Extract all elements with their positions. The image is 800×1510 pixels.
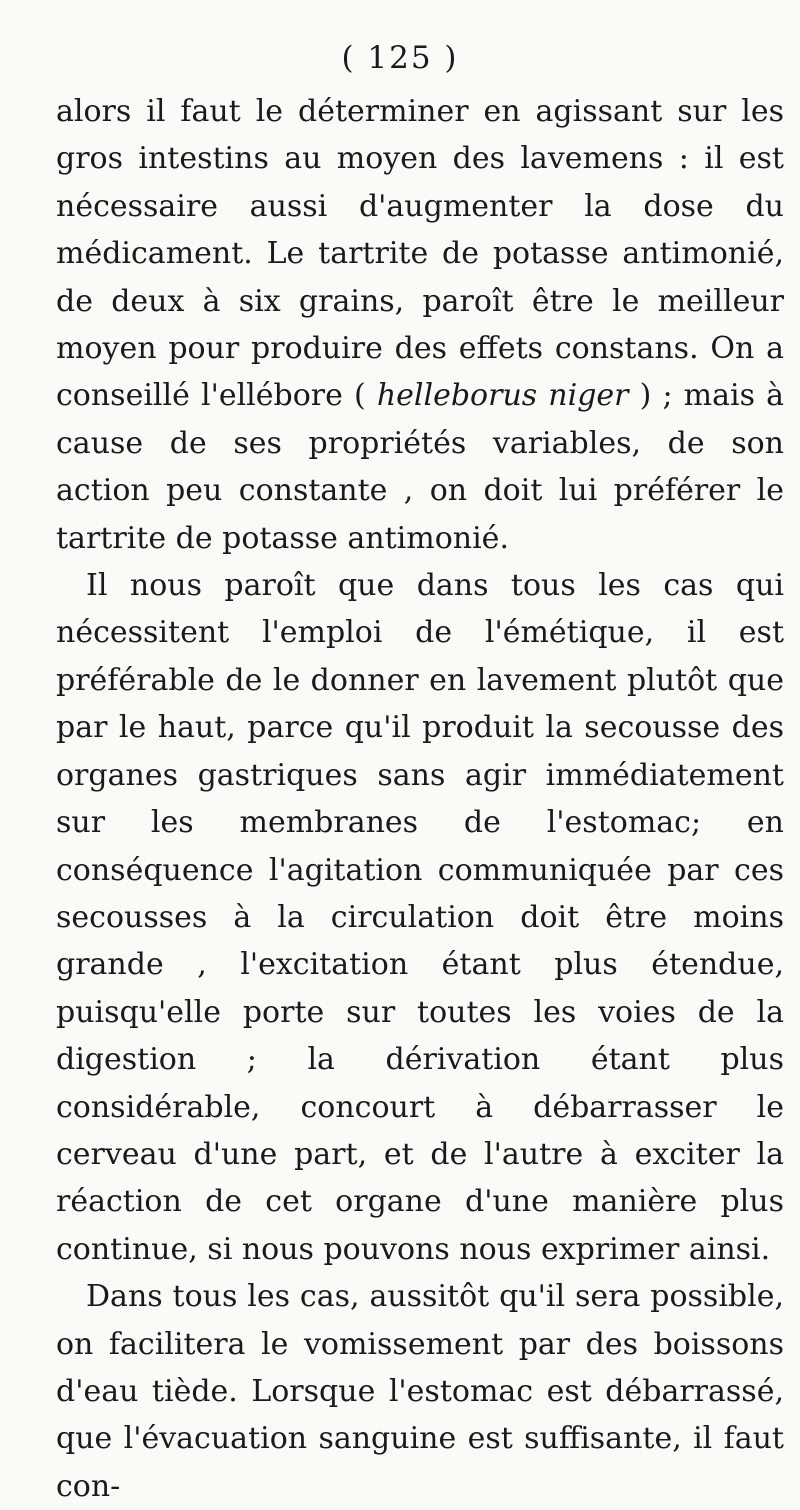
paragraph-1-text: alors il faut le déterminer en agissant sur les gros intestins au moyen des lavemens : il est nécessaire aussi d'augmenter la dose du médicament. Le tartrite de potasse antimonié, de deux à six grains, paroît être le meilleur moyen pour produire des effets constans. On a conseillé l'ellébore ( [56, 94, 784, 414]
paragraph-3: Dans tous les cas, aussitôt qu'il sera possible, on facilitera le vomissement par des boissons d'eau tiède. Lorsque l'estomac est débarrassé, que l'évacuation sanguine est suffisante, il faut con- [56, 1279, 784, 1504]
paragraph-2: Il nous paroît que dans tous les cas qui nécessitent l'emploi de l'émétique, il est préférable de le donner en lavement plutôt que par le haut, parce qu'il produit la secousse des organes gastriques sans agir immédiatement sur les membranes de l'estomac; en conséquence l'agitation communiquée par ces secousses à la circulation doit être moins grande , l'excitation étant plus étendue, puisqu'elle porte sur toutes les voies de la digestion ; la dérivation étant plus considérable, concourt à débarrasser le cerveau d'une part, et de l'autre à exciter la réaction de cet organe d'une manière plus continue, si nous pouvons nous exprimer ainsi. [56, 568, 784, 1267]
paragraph-1-text-after: ) ; mais à cause de ses propriétés variables, de son action peu constante , on doit lui préférer le tartrite de potasse antimonié. [56, 378, 785, 556]
paragraph-1 [56, 88, 784, 562]
latin-name: helleborus niger [376, 378, 629, 414]
page-number: ( 125 ) [341, 40, 459, 76]
body-text [56, 88, 784, 1510]
